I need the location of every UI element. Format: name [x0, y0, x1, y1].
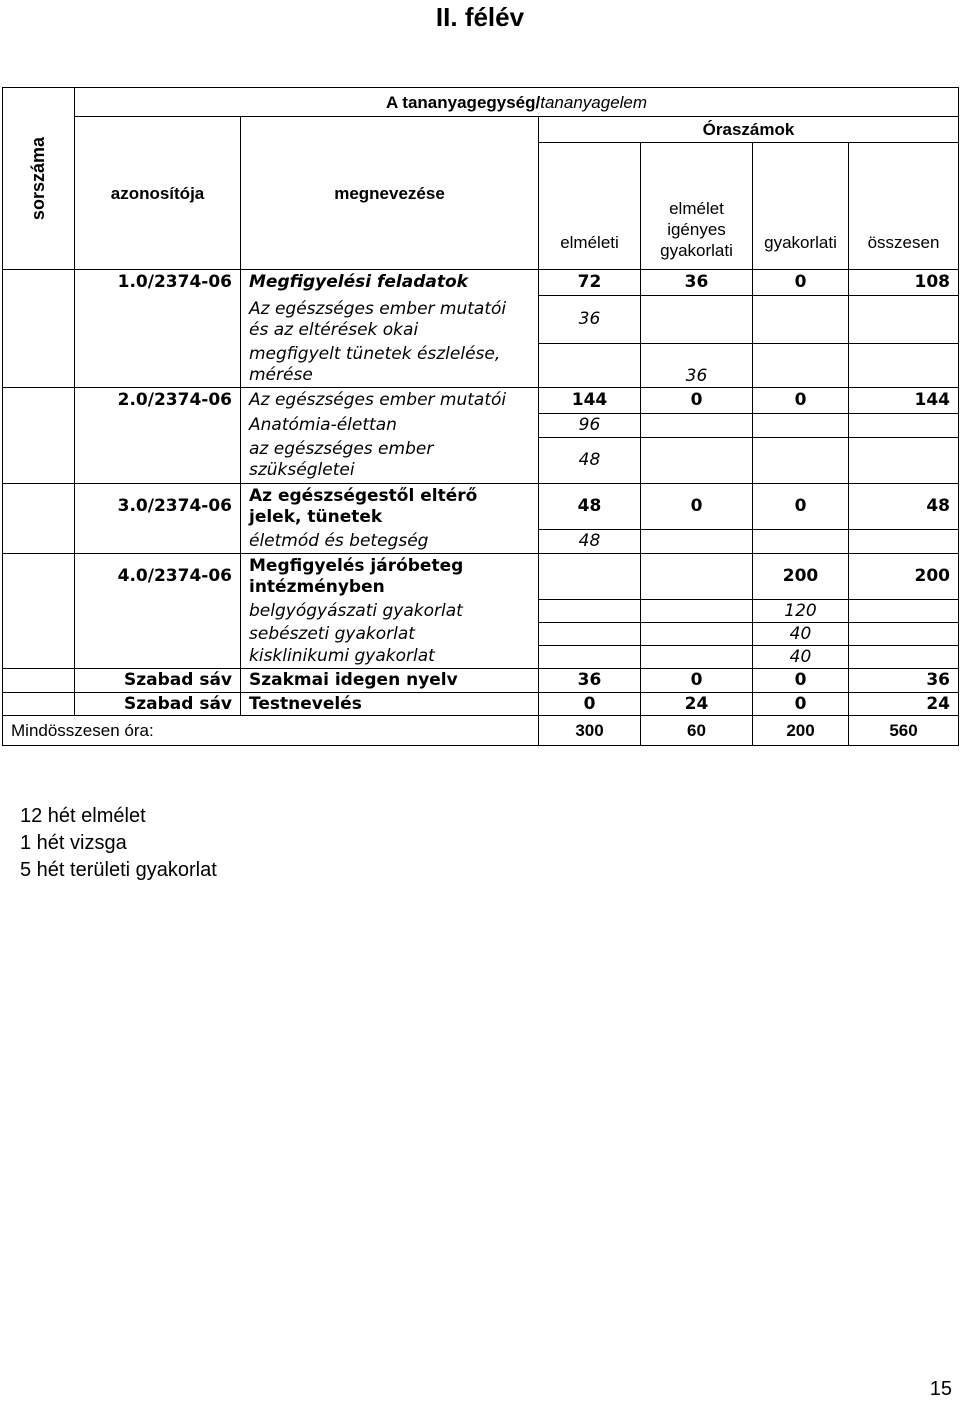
header-elmeleti: elméleti [539, 143, 641, 270]
cell-elmeleti: 48 [539, 438, 641, 484]
cell-elmelet-igenyes: 0 [641, 484, 753, 530]
curriculum-table [2, 87, 959, 746]
total-osszesen: 560 [849, 716, 959, 746]
note-line: 1 hét vizsga [20, 832, 127, 854]
row-name: megfigyelt tünetek észlelése, mérése [241, 344, 539, 388]
page-title: II. félév [435, 2, 525, 32]
cell-elmeleti: 0 [539, 693, 641, 716]
cell-elmelet-igenyes: 36 [641, 344, 753, 388]
cell-elmelet-igenyes: 24 [641, 693, 753, 716]
row-name: Megfigyelési feladatok [241, 270, 539, 296]
row-name: Anatómia-élettan [241, 414, 539, 438]
cell-gyakorlati: 0 [753, 669, 849, 693]
total-elmelet-igenyes: 60 [641, 716, 753, 746]
table-row [3, 388, 959, 414]
row-name: Testnevelés [241, 693, 539, 716]
table-row [3, 600, 959, 623]
header-sorszama: sorszáma [3, 88, 75, 270]
header-azonositoja: azonosítója [75, 117, 241, 270]
page-number: 15 [929, 1378, 952, 1400]
cell-gyakorlati: 0 [753, 484, 849, 530]
row-name: Az egészséges ember mutatói [241, 388, 539, 414]
row-name: Az egészségestől eltérő jelek, tünetek [241, 484, 539, 530]
cell-osszesen: 24 [849, 693, 959, 716]
table-row [3, 270, 959, 296]
cell-elmelet-igenyes: 0 [641, 388, 753, 414]
row-id: Szabad sáv [75, 669, 241, 693]
header-osszesen: összesen [849, 143, 959, 270]
table-row [3, 693, 959, 716]
total-elmeleti: 300 [539, 716, 641, 746]
cell-elmeleti: 48 [539, 530, 641, 554]
cell-elmeleti: 96 [539, 414, 641, 438]
cell-osszesen: 48 [849, 484, 959, 530]
cell-gyakorlati: 0 [753, 693, 849, 716]
schedule-notes [20, 803, 217, 884]
table-row [3, 438, 959, 484]
row-name: belgyógyászati gyakorlat [241, 600, 539, 623]
table-row [3, 414, 959, 438]
total-row [3, 716, 959, 746]
cell-elmeleti: 72 [539, 270, 641, 296]
cell-elmeleti: 48 [539, 484, 641, 530]
cell-gyakorlati: 200 [753, 554, 849, 600]
header-row-1 [3, 88, 959, 117]
note-line: 12 hét elmélet [20, 805, 146, 827]
row-name: kisklinikumi gyakorlat [241, 646, 539, 669]
table-row [3, 646, 959, 669]
cell-elmeleti: 144 [539, 388, 641, 414]
header-megnevezese: megnevezése [241, 117, 539, 270]
header-gyakorlati: gyakorlati [753, 143, 849, 270]
cell-gyakorlati: 40 [753, 623, 849, 646]
table-row [3, 623, 959, 646]
cell-osszesen: 36 [849, 669, 959, 693]
cell-gyakorlati: 40 [753, 646, 849, 669]
row-id: 3.0/2374-06 [75, 484, 241, 530]
cell-gyakorlati: 0 [753, 270, 849, 296]
table-row [3, 669, 959, 693]
total-gyakorlati: 200 [753, 716, 849, 746]
table-row [3, 554, 959, 600]
cell-elmeleti: 36 [539, 669, 641, 693]
table-row [3, 484, 959, 530]
cell-elmelet-igenyes: 0 [641, 669, 753, 693]
header-elmelet-igenyes-gyakorlati: elmélet igényes gyakorlati [641, 143, 753, 270]
row-name: Megfigyelés járóbeteg intézményben [241, 554, 539, 600]
header-tananyagegyseg: A tananyagegység/tananyagelem [75, 88, 959, 117]
row-id: 2.0/2374-06 [75, 388, 241, 414]
row-id: Szabad sáv [75, 693, 241, 716]
cell-osszesen: 144 [849, 388, 959, 414]
table-row [3, 296, 959, 344]
row-name: életmód és betegség [241, 530, 539, 554]
note-line: 5 hét területi gyakorlat [20, 859, 217, 881]
table-row [3, 344, 959, 388]
table-row [3, 530, 959, 554]
row-name: Szakmai idegen nyelv [241, 669, 539, 693]
cell-elmelet-igenyes: 36 [641, 270, 753, 296]
row-id: 1.0/2374-06 [75, 270, 241, 296]
row-id: 4.0/2374-06 [75, 554, 241, 600]
row-name: az egészséges ember szükségletei [241, 438, 539, 484]
cell-gyakorlati: 0 [753, 388, 849, 414]
header-row-2 [3, 117, 959, 143]
cell-gyakorlati: 120 [753, 600, 849, 623]
row-name: Az egészséges ember mutatói és az eltérések okai [241, 296, 539, 344]
total-label: Mindösszesen óra: [3, 716, 539, 746]
cell-osszesen: 200 [849, 554, 959, 600]
row-name: sebészeti gyakorlat [241, 623, 539, 646]
cell-osszesen: 108 [849, 270, 959, 296]
header-oraszamok: Óraszámok [539, 117, 959, 143]
cell-elmeleti: 36 [539, 296, 641, 344]
